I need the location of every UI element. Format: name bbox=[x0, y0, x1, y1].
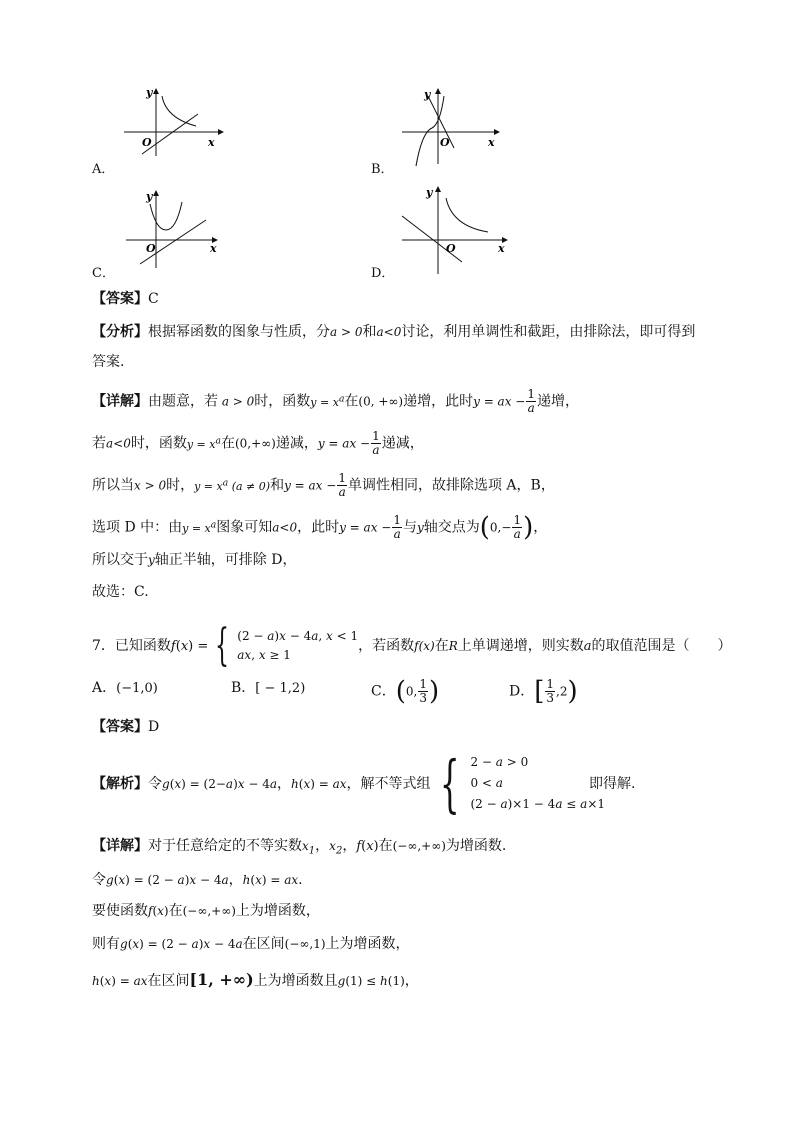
math: f bbox=[170, 639, 176, 654]
q7-detail-line-5 bbox=[92, 970, 419, 991]
math: [ − 1,2) bbox=[255, 681, 306, 696]
text: 时，函数 bbox=[130, 435, 187, 452]
text: 要使函数 bbox=[92, 903, 148, 919]
math: f(x) bbox=[148, 904, 169, 918]
math: y = ax − bbox=[317, 436, 371, 451]
math: ) bbox=[523, 512, 534, 543]
math: 0,− bbox=[489, 520, 512, 535]
q6-analysis-line-2 bbox=[92, 352, 124, 372]
graph-c-svg bbox=[122, 190, 232, 270]
text: 轴交点为 bbox=[423, 519, 480, 536]
text: 令 bbox=[148, 776, 162, 792]
q7-option-d bbox=[509, 678, 578, 705]
graph-a-svg bbox=[118, 88, 228, 158]
text: ，解不等式组 bbox=[346, 776, 431, 792]
q6-answer-line bbox=[92, 289, 159, 309]
analysis-tag: 【分析】 bbox=[92, 324, 148, 340]
piecewise-system: { (2 − a)x − 4a, x < 1 ax, x ≥ 1 bbox=[215, 620, 359, 671]
q7-detail-line-2 bbox=[92, 870, 303, 890]
math: ( bbox=[395, 676, 406, 707]
math: R bbox=[448, 639, 458, 653]
math: $y = x^a$ bbox=[182, 518, 217, 535]
graph-a-y-label: y bbox=[146, 86, 153, 99]
text: ， bbox=[228, 872, 243, 888]
q6-detail-line-2 bbox=[92, 430, 424, 457]
jiexi-tag: 【解析】 bbox=[92, 776, 148, 792]
q6-detail-line-4 bbox=[92, 514, 547, 541]
math: ) bbox=[428, 676, 440, 707]
text: 若 bbox=[92, 435, 106, 452]
option-c-label: C． bbox=[92, 266, 115, 281]
graph-a-origin-label: O bbox=[142, 136, 152, 149]
graph-b-svg bbox=[398, 88, 508, 168]
graph-d-origin-label: O bbox=[446, 242, 456, 255]
text: ， bbox=[404, 973, 419, 989]
q7-detail-line-1 bbox=[92, 836, 506, 861]
text: 所以当 bbox=[92, 477, 134, 494]
text: 时， bbox=[166, 477, 195, 494]
math: y bbox=[148, 553, 155, 567]
text: 在 bbox=[344, 393, 359, 410]
text: 递减， bbox=[381, 435, 424, 452]
text: 为增函数. bbox=[445, 838, 507, 854]
q7-detail-line-4 bbox=[92, 934, 410, 954]
fraction: $\frac{1}{a}$ bbox=[372, 429, 380, 457]
fraction: $\frac{1}{3}$ bbox=[546, 677, 555, 705]
graph-b-origin-label: O bbox=[440, 136, 450, 149]
text: A． bbox=[92, 680, 117, 696]
text: 令 bbox=[92, 872, 106, 888]
q6-detail-line-5 bbox=[92, 550, 296, 570]
graph-d-x-label: x bbox=[498, 242, 505, 255]
math: a<0 bbox=[376, 325, 402, 339]
text: 上为增函数且 bbox=[253, 973, 338, 989]
math: a<0 bbox=[272, 520, 298, 535]
q6-analysis-line-1 bbox=[92, 322, 695, 342]
math: a > 0 bbox=[218, 394, 255, 409]
inequality-system: { 2 − a > 0 0 < a (2 − a)×1 − 4a ≤ a×1 bbox=[439, 746, 606, 820]
q6-detail-line-3 bbox=[92, 472, 555, 499]
math: ) bbox=[567, 676, 578, 707]
text: . bbox=[298, 872, 303, 888]
q7-option-a bbox=[92, 678, 158, 699]
graph-b-x-label: x bbox=[488, 136, 495, 149]
q7-option-b bbox=[231, 678, 305, 699]
math: y = ax − bbox=[284, 478, 337, 493]
text: 选项 D 中：由 bbox=[92, 519, 183, 536]
q6-detail-line-6 bbox=[92, 582, 149, 602]
math: g(x) = (2 − a)x − 4a bbox=[120, 937, 243, 951]
text: 的取值范围是（ ） bbox=[591, 638, 732, 654]
text: D． bbox=[509, 683, 535, 700]
text: 单调性相同，故排除选项 A，B， bbox=[347, 477, 555, 494]
text: 递增， bbox=[537, 393, 579, 410]
text: 则有 bbox=[92, 936, 120, 952]
math: $x_1$ bbox=[302, 839, 316, 857]
q7-stem bbox=[92, 620, 732, 671]
detail-tag: 【详解】 bbox=[92, 393, 148, 410]
math: (0,+∞) bbox=[234, 436, 276, 451]
math: $y = x^a$ bbox=[310, 392, 345, 409]
math: ,2 bbox=[556, 684, 568, 699]
answer-value: C bbox=[148, 291, 159, 307]
math: (−∞,+∞) bbox=[392, 839, 446, 853]
fraction: $\frac{1}{a}$ bbox=[393, 513, 401, 541]
answer-tag: 【答案】 bbox=[92, 291, 148, 307]
math: f(x) bbox=[414, 639, 435, 653]
text: 与 bbox=[402, 519, 417, 536]
math: a<0 bbox=[106, 436, 131, 451]
math: a bbox=[583, 639, 592, 654]
math: f(x) bbox=[356, 839, 379, 854]
graph-c-y-label: y bbox=[146, 190, 153, 203]
text: ， bbox=[342, 838, 357, 854]
text: 在 bbox=[434, 638, 449, 654]
text: 上为增函数， bbox=[235, 903, 320, 919]
math: x > 0 bbox=[134, 478, 167, 493]
math: (0, +∞) bbox=[358, 394, 404, 409]
math: h(x) = ax bbox=[291, 777, 347, 791]
detail-tag: 【详解】 bbox=[92, 838, 148, 854]
text: 上为增函数， bbox=[325, 936, 410, 952]
text: C． bbox=[371, 683, 396, 700]
text: ， bbox=[533, 519, 548, 536]
graph-c-x-label: x bbox=[210, 242, 217, 255]
text: ， bbox=[315, 838, 330, 854]
q7-jiexi-tail: 即得解. bbox=[589, 776, 636, 792]
text: 在区间 bbox=[147, 973, 190, 989]
text: 在 bbox=[378, 838, 393, 854]
text: 所以交于 bbox=[92, 552, 148, 568]
fraction: $\frac{1}{3}$ bbox=[419, 677, 427, 705]
text: 讨论，利用单调性和截距，由排除法，即可得到 bbox=[401, 324, 696, 340]
answer-value: D bbox=[148, 719, 160, 735]
text: 上单调递增，则实数 bbox=[457, 638, 584, 654]
math: (−∞,1) bbox=[284, 937, 326, 951]
math: $y = x^a$ (a ≠ 0) bbox=[194, 476, 271, 493]
text: 由题意，若 bbox=[148, 393, 218, 410]
option-d-label: D． bbox=[371, 266, 395, 281]
graph-b bbox=[398, 88, 508, 168]
text: B． bbox=[231, 680, 256, 696]
math: [1, +∞) bbox=[189, 970, 254, 989]
text: ，若函数 bbox=[358, 638, 415, 654]
text: 在 bbox=[220, 435, 235, 452]
option-a-label: A． bbox=[92, 162, 115, 177]
answer-tag: 【答案】 bbox=[92, 719, 148, 735]
graph-c bbox=[122, 190, 232, 270]
text: 时，函数 bbox=[254, 393, 311, 410]
math: g(1) ≤ h(1) bbox=[337, 974, 405, 988]
text: 在 bbox=[168, 903, 183, 919]
math: y = ax − bbox=[473, 394, 526, 409]
text: 对于任意给定的不等实数 bbox=[148, 838, 302, 854]
math: ( bbox=[479, 512, 490, 543]
math: (−1,0) bbox=[116, 681, 158, 696]
math: h(x) = ax bbox=[242, 873, 299, 887]
text: ，此时 bbox=[297, 519, 340, 536]
text: 答案. bbox=[92, 354, 125, 370]
text: 故选：C. bbox=[92, 584, 149, 600]
graph-a bbox=[118, 88, 228, 158]
text: 轴正半轴，可排除 D， bbox=[154, 552, 297, 568]
math: y = ax − bbox=[339, 520, 392, 535]
math: $x_2$ bbox=[329, 839, 343, 857]
q7-answer-line bbox=[92, 717, 159, 737]
q7-jiexi-line bbox=[92, 774, 431, 794]
graph-d-svg bbox=[398, 186, 518, 276]
text: 递增，此时 bbox=[403, 393, 474, 410]
text: 根据幂函数的图象与性质，分 bbox=[148, 324, 330, 340]
text: 图象可知 bbox=[216, 519, 273, 536]
math: (x) = bbox=[175, 639, 209, 654]
fraction: $\frac{1}{a}$ bbox=[338, 471, 346, 499]
text: 递减， bbox=[275, 435, 318, 452]
text: 和 bbox=[362, 324, 377, 340]
math: $y = x^a$ bbox=[186, 434, 221, 451]
math: h(x) = ax bbox=[92, 974, 148, 988]
graph-a-x-label: x bbox=[208, 136, 215, 149]
option-b-label: B． bbox=[371, 162, 394, 177]
math: a > 0 bbox=[330, 325, 363, 339]
text: 在区间 bbox=[242, 936, 285, 952]
math: g(x) = (2−a)x − 4a bbox=[162, 777, 278, 791]
q7-option-c bbox=[371, 678, 439, 705]
text: 7．已知函数 bbox=[92, 638, 171, 654]
math: g(x) = (2 − a)x − 4a bbox=[106, 873, 229, 887]
fraction: $\frac{1}{a}$ bbox=[513, 513, 522, 541]
graph-d-y-label: y bbox=[426, 186, 433, 199]
graph-b-y-label: y bbox=[424, 88, 431, 101]
math: y bbox=[416, 520, 424, 535]
graph-c-origin-label: O bbox=[146, 242, 156, 255]
math: [ bbox=[534, 676, 545, 707]
text: 和 bbox=[270, 477, 285, 494]
q6-detail-line-1 bbox=[92, 388, 579, 415]
q7-detail-line-3 bbox=[92, 901, 320, 921]
math: 0, bbox=[405, 684, 418, 699]
graph-d bbox=[398, 186, 518, 276]
text: ， bbox=[277, 776, 292, 792]
fraction: $\frac{1}{a}$ bbox=[527, 387, 535, 415]
math: (−∞,+∞) bbox=[182, 904, 236, 918]
